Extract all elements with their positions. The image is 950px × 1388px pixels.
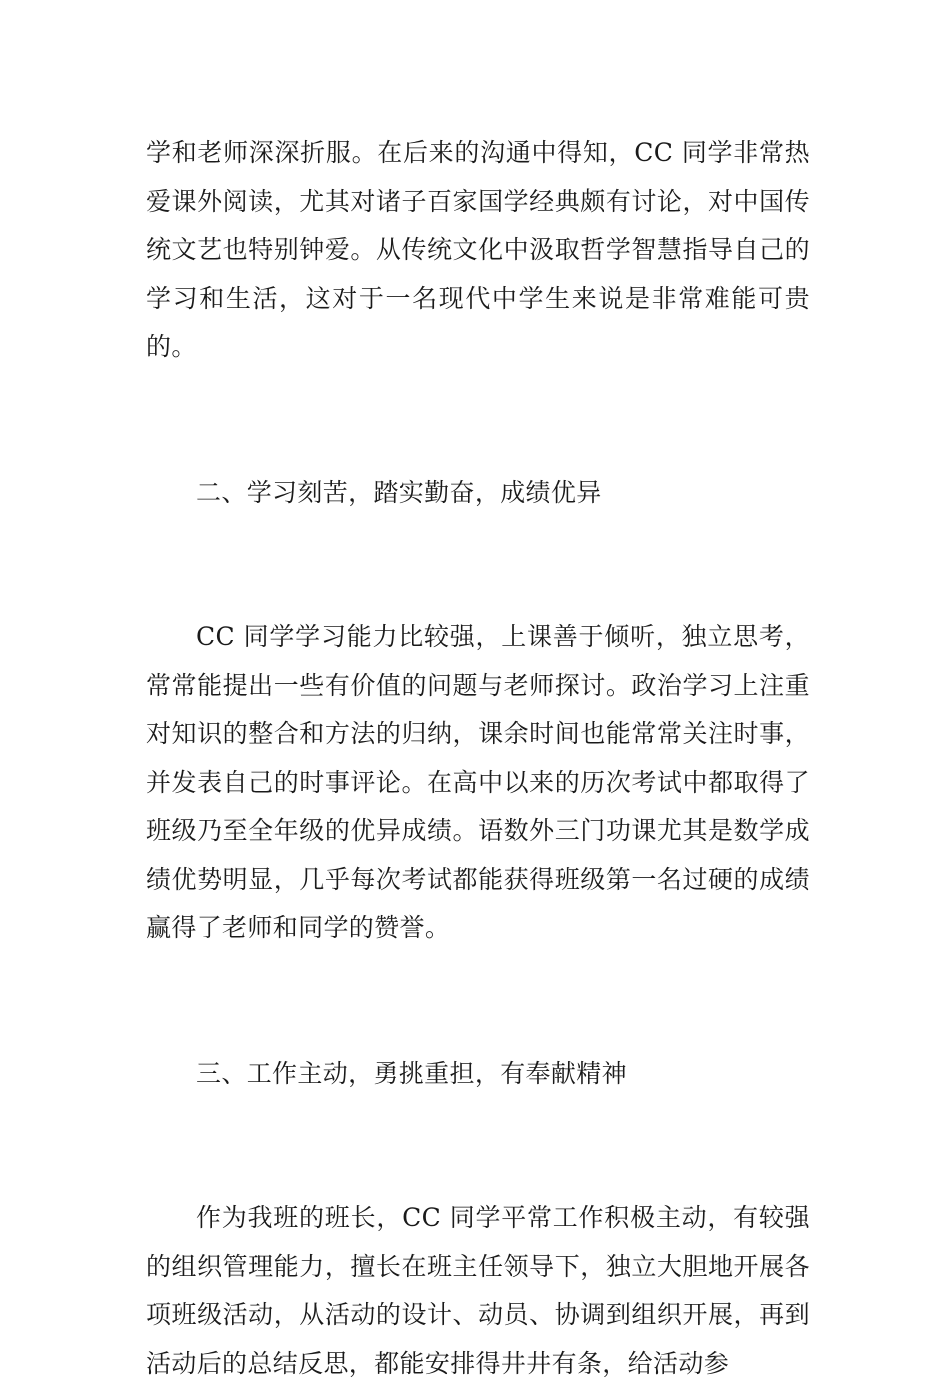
paragraph-spacer xyxy=(146,1098,810,1194)
paragraph-work: 作为我班的班长，CC 同学平常工作积极主动，有较强的组织管理能力，擅长在班主任领导下，独立大胆地开展各项班级活动，从活动的设计、动员、协调到组织开展，再到活动后的总结反思，都能安排得井井有条，给活动参 xyxy=(146,1203,810,1378)
section-heading-2: 二、学习刻苦，踏实勤奋，成绩优异 xyxy=(196,477,602,507)
paragraph-continuation: 学和老师深深折服。在后来的沟通中得知，CC 同学非常热爱课外阅读，尤其对诸子百家国学经典颇有讨论，对中国传统文艺也特别钟爱。从传统文化中汲取哲学智慧指导自己的学习和生活，这对于一名现代中学生来说是非常难能可贵的。 xyxy=(146,138,810,361)
paragraph-spacer xyxy=(146,953,810,1050)
paragraph-study: CC 同学学习能力比较强，上课善于倾听，独立思考，常常能提出一些有价值的问题与老师探讨。政治学习上注重对知识的整合和方法的归纳，课余时间也能常常关注时事，并发表自己的时事评论。在高中以来的历次考试中都取得了班级乃至全年级的优异成绩。语数外三门功课尤其是数学成绩优势明显，几乎每次考试都能获得班级第一名过硬的成绩赢得了老师和同学的赞誉。 xyxy=(146,622,810,942)
section-heading-3: 三、工作主动，勇挑重担，有奉献精神 xyxy=(196,1058,627,1088)
document-body xyxy=(146,129,810,1388)
paragraph-spacer xyxy=(146,517,810,613)
paragraph-spacer xyxy=(146,372,810,469)
